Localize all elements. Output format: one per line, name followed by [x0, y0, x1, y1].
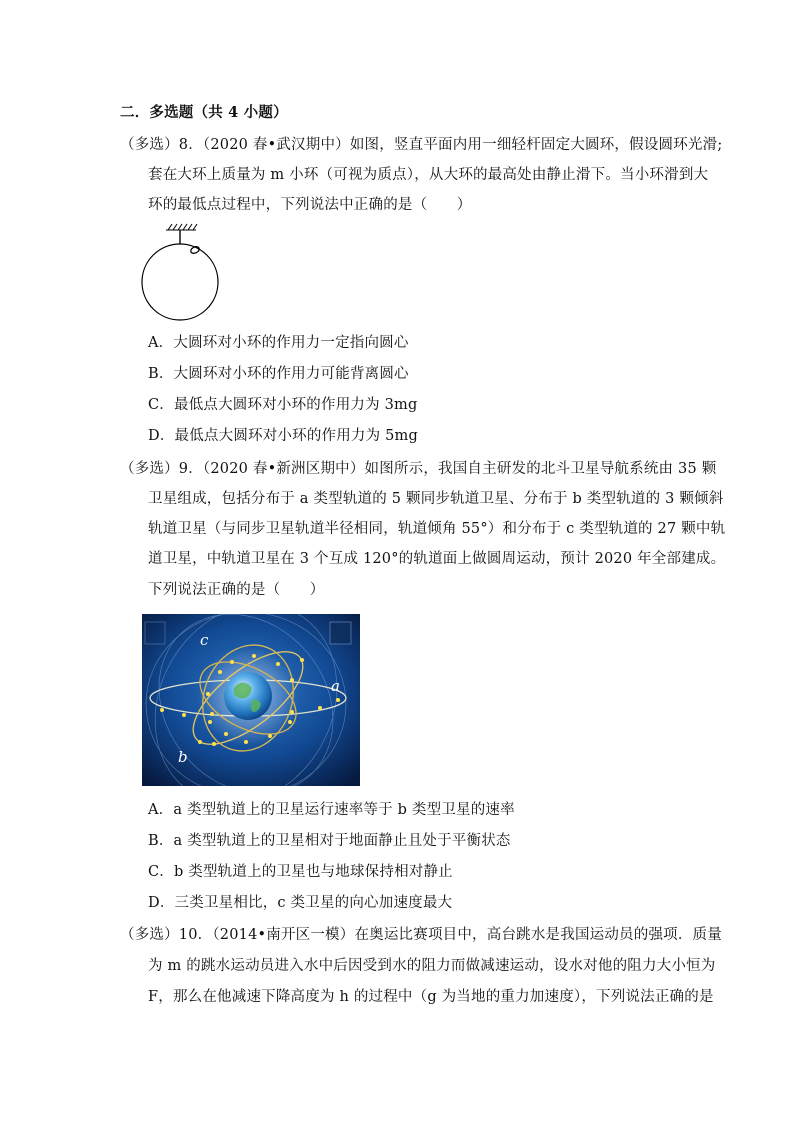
q9-line-4: 道卫星，中轨道卫星在 3 个互成 120°的轨道面上做圆周运动，预计 2020 年全部建成。 [148, 551, 726, 567]
ring-figure [138, 222, 223, 322]
q8-option-b: B．大圆环对小环的作用力可能背离圆心 [148, 366, 409, 382]
orbit-label-b: b [178, 748, 188, 766]
corner-box-right [330, 622, 351, 644]
q9-option-c: C．b 类型轨道上的卫星也与地球保持相对静止 [148, 864, 453, 880]
q10-line-3: F，那么在他减速下降高度为 h 的过程中（g 为当地的重力加速度），下列说法正确的是 [148, 989, 714, 1005]
q8-option-c: C．最低点大圆环对小环的作用力为 3mg [148, 397, 418, 413]
q8-option-a: A．大圆环对小环的作用力一定指向圆心 [148, 335, 409, 351]
q8-line-2: 套在大环上质量为 m 小环（可视为质点），从大环的最高处由静止滑下。当小环滑到大 [148, 167, 709, 183]
q9-line-1: （多选）9．（2020 春•新洲区期中）如图所示，我国自主研发的北斗卫星导航系统由 35 颗 [120, 461, 717, 477]
q8-option-d: D．最低点大圆环对小环的作用力为 5mg [148, 428, 418, 444]
satellite-orbit-figure [142, 614, 360, 786]
q8-line-1: （多选）8．（2020 春•武汉期中）如图，竖直平面内用一细轻杆固定大圆环，假设圆环光滑; [120, 137, 723, 153]
q9-option-b: B．a 类型轨道上的卫星相对于地面静止且处于平衡状态 [148, 833, 511, 849]
q9-line-3: 轨道卫星（与同步卫星轨道半径相同，轨道倾角 55°）和分布于 c 类型轨道的 27 颗中轨 [148, 521, 726, 537]
q9-line-5: 下列说法正确的是（ ） [148, 582, 325, 598]
q9-option-d: D．三类卫星相比，c 类卫星的向心加速度最大 [148, 895, 453, 911]
section-heading: 二．多选题（共 4 小题） [120, 104, 288, 121]
q8-line-3: 环的最低点过程中，下列说法中正确的是（ ） [148, 197, 472, 213]
large-ring [142, 244, 218, 320]
ceiling-hatch [166, 224, 197, 230]
q10-line-1: （多选）10．（2014•南开区一模）在奥运比赛项目中，高台跳水是我国运动员的强项．质量 [120, 927, 722, 943]
small-ring [190, 245, 201, 254]
orbit-label-c: c [200, 631, 209, 649]
q9-line-2: 卫星组成，包括分布于 a 类型轨道的 5 颗同步轨道卫星、分布于 b 类型轨道的 3 颗倾斜 [148, 491, 724, 507]
orbit-label-a: a [331, 677, 340, 695]
q9-option-a: A．a 类型轨道上的卫星运行速率等于 b 类型卫星的速率 [148, 802, 515, 818]
q10-line-2: 为 m 的跳水运动员进入水中后因受到水的阻力而做减速运动，设水对他的阻力大小恒为 [148, 958, 716, 974]
